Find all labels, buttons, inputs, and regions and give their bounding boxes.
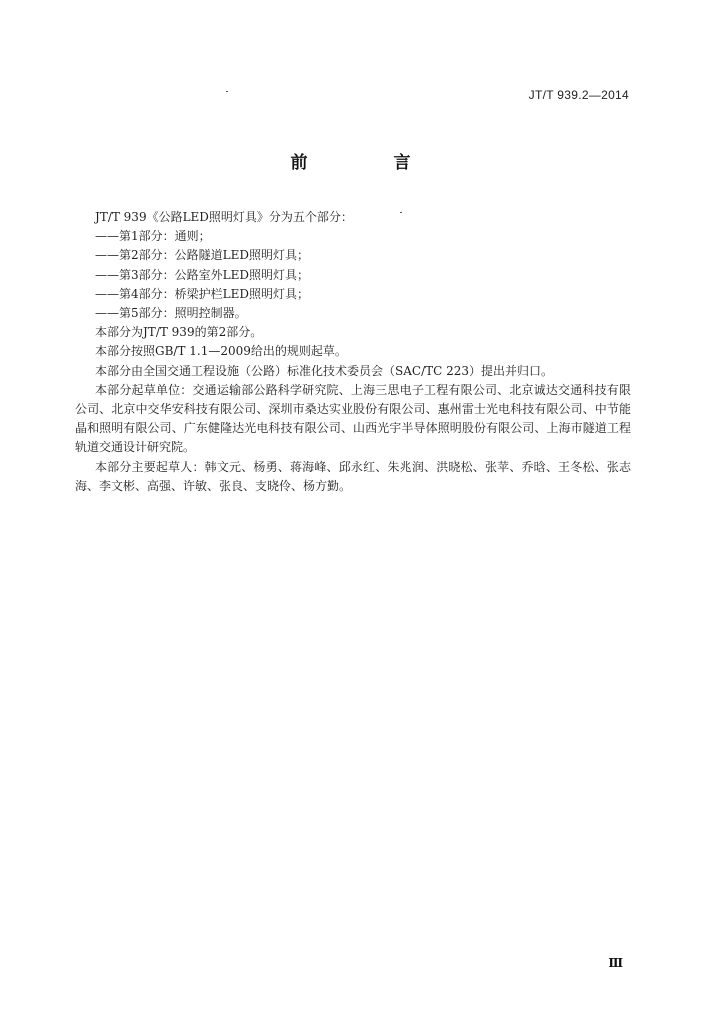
paragraph-drafting-rules: 本部分按照GB/T 1.1—2009给出的规则起草。 [95, 344, 347, 359]
foreword-body [75, 208, 631, 496]
paragraph-part-statement: 本部分为JT/T 939的第2部分。 [95, 325, 263, 340]
standard-code: JT/T 939.2—2014 [528, 88, 629, 102]
scan-speck [226, 91, 228, 92]
paragraph-drafting-units: 本部分起草单位：交通运输部公路科学研究院、上海三思电子工程有限公司、北京诚达交通科技有限公司、北京中交华安科技有限公司、深圳市桑达实业股份有限公司、惠州雷士光电科技有限公司、中节能晶和照明有限公司、广东健隆达光电科技有限公司、山西光宇半导体照明股份有限公司、上海市隧道工程轨道交通设计研究院。 [75, 382, 631, 455]
list-item-part-1: ——第1部分：通则； [95, 229, 211, 244]
page-number: Ⅲ [608, 956, 623, 970]
page-title: 前 言 [290, 153, 451, 173]
paragraph-proposer: 本部分由全国交通工程设施（公路）标准化技术委员会（SAC/TC 223）提出并归口。 [95, 363, 554, 378]
list-item-part-4: ——第4部分：桥梁护栏LED照明灯具； [95, 286, 309, 301]
list-item-part-3: ——第3部分：公路室外LED照明灯具； [95, 267, 309, 282]
paragraph-intro: JT/T 939《公路LED照明灯具》分为五个部分： [95, 210, 353, 224]
list-item-part-5: ——第5部分：照明控制器。 [95, 306, 247, 321]
list-item-part-2: ——第2部分：公路隧道LED照明灯具； [95, 248, 309, 263]
paragraph-drafters: 本部分主要起草人：韩文元、杨勇、蒋海峰、邱永红、朱兆润、洪晓松、张苹、乔晗、王冬松、张志海、李文彬、高强、许敏、张良、支晓伶、杨方勤。 [75, 459, 631, 493]
